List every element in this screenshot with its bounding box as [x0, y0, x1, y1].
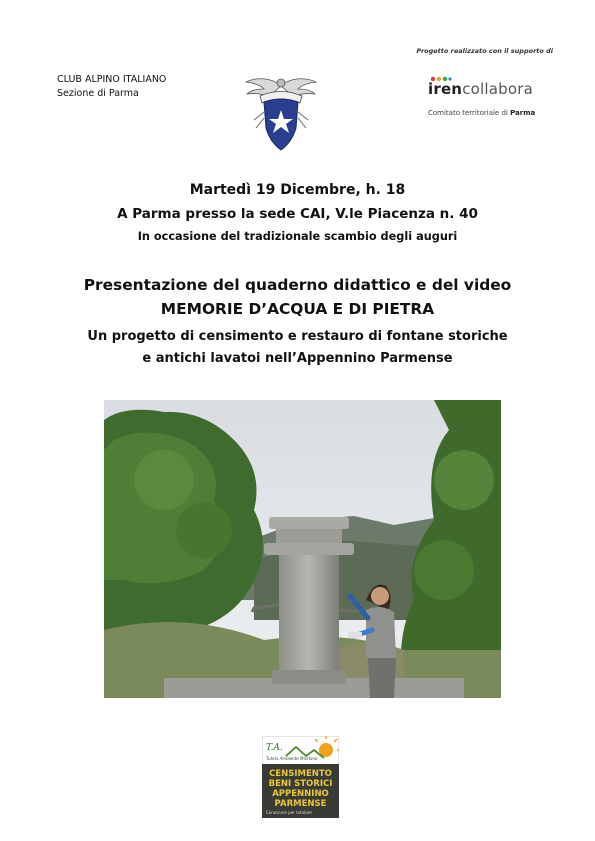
presentation-desc-1: Un progetto di censimento e restauro di fontane storiche: [87, 329, 508, 344]
fountain-photo: [104, 400, 501, 698]
tam-letters: T.A.: [266, 743, 283, 753]
tam-line-2: BENI STORICI: [268, 779, 333, 789]
support-note: Progetto realizzato con il supporto di: [416, 47, 553, 55]
collabora-wordmark: collabora: [462, 80, 534, 98]
tam-motto: Conoscere per tutelare: [266, 810, 312, 815]
tam-line-1: CENSIMENTO: [269, 769, 332, 779]
event-date: Martedì 19 Dicembre, h. 18: [189, 182, 406, 198]
organization-name: [57, 73, 166, 101]
tam-tagline: Tutela Ambiente Montano: [266, 756, 318, 761]
tam-line-3: APPENNINO: [272, 789, 329, 799]
event-occasion: In occasione del tradizionale scambio degli auguri: [137, 230, 458, 243]
tam-censimento-logo: [262, 736, 339, 818]
sponsor-subtitle: [428, 109, 535, 117]
iren-wordmark: iren: [428, 80, 463, 98]
org-line-1: CLUB ALPINO ITALIANO: [57, 74, 167, 85]
sponsor-sub-city: Parma: [510, 109, 536, 117]
event-place: A Parma presso la sede CAI, V.le Piacenza n. 40: [117, 206, 478, 222]
presentation-desc-2: e antichi lavatoi nell’Appennino Parmense: [142, 351, 453, 366]
cai-logo: [244, 72, 318, 154]
presentation-title: MEMORIE D’ACQUA E DI PIETRA: [160, 300, 435, 318]
sponsor-sub-text: Comitato territoriale di: [428, 109, 508, 117]
tam-line-4: PARMENSE: [274, 799, 327, 809]
presentation-intro: Presentazione del quaderno didattico e del video: [83, 276, 512, 294]
irencollabora-logo: [428, 80, 533, 98]
org-line-2: Sezione di Parma: [57, 88, 139, 99]
